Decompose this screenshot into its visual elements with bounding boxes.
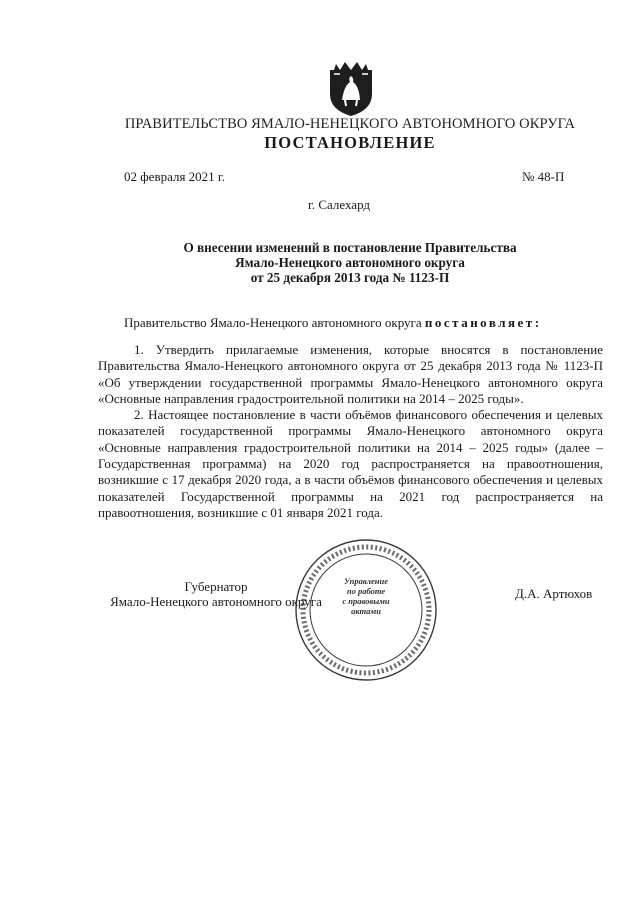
document-body — [98, 342, 603, 521]
signatory-title — [96, 579, 336, 609]
title-line-2: Ямало-Ненецкого автономного округа — [235, 255, 465, 270]
signatory-title-line-2: Ямало-Ненецкого автономного округа — [110, 594, 322, 609]
title-line-1: О внесении изменений в постановление Правительства — [183, 240, 517, 255]
title-line-3: от 25 декабря 2013 года № 1123-П — [250, 270, 450, 285]
preamble — [124, 315, 542, 331]
paragraph-2: 2. Настоящее постановление в части объёмов финансового обеспечения и целевых показателей государственной программы Ямало-Ненецкого автономного округа «Основные направления градостроительной политики на 2014 – 2025 годы» (далее – Государственная программа) на 2020 год распространяется на правоотношения, возникшие с 17 декабря 2020 года, а в части объёмов финансового обеспечения и целевых показателей Государственной программы на 2021 год распространяется на правоотношения, возникшие с 01 января 2021 года. — [98, 407, 603, 520]
stamp-line-2: по работе — [346, 586, 386, 596]
coat-of-arms-icon — [326, 60, 376, 118]
stamp-line-3: с правовыми — [342, 596, 390, 606]
document-date: 02 февраля 2021 г. — [124, 169, 226, 184]
organization-name: ПРАВИТЕЛЬСТВО ЯМАЛО-НЕНЕЦКОГО АВТОНОМНОГО ОКРУГА — [124, 116, 576, 132]
document-city: г. Салехард — [307, 197, 371, 212]
signatory-title-line-1: Губернатор — [184, 579, 248, 594]
stamp-line-4: актами — [351, 606, 381, 616]
preamble-resolves: постановляет: — [424, 315, 542, 330]
document-type: ПОСТАНОВЛЕНИЕ — [264, 133, 436, 152]
signatory-name: Д.А. Артюхов — [515, 586, 593, 601]
stamp-line-1: Управление — [343, 576, 389, 586]
preamble-text: Правительство Ямало-Ненецкого автономного округа — [124, 315, 425, 330]
document-title — [100, 240, 600, 285]
paragraph-1: 1. Утвердить прилагаемые изменения, которые вносятся в постановление Правительства Ямало-Ненецкого автономного округа от 25 декабря 2013 года № 1123-П «Об утверждении государственной программы Ямало-Ненецкого автономного округа «Основные направления градостроительной политики на 2014 – 2025 годы». — [98, 342, 603, 406]
document-number: № 48-П — [522, 169, 565, 184]
